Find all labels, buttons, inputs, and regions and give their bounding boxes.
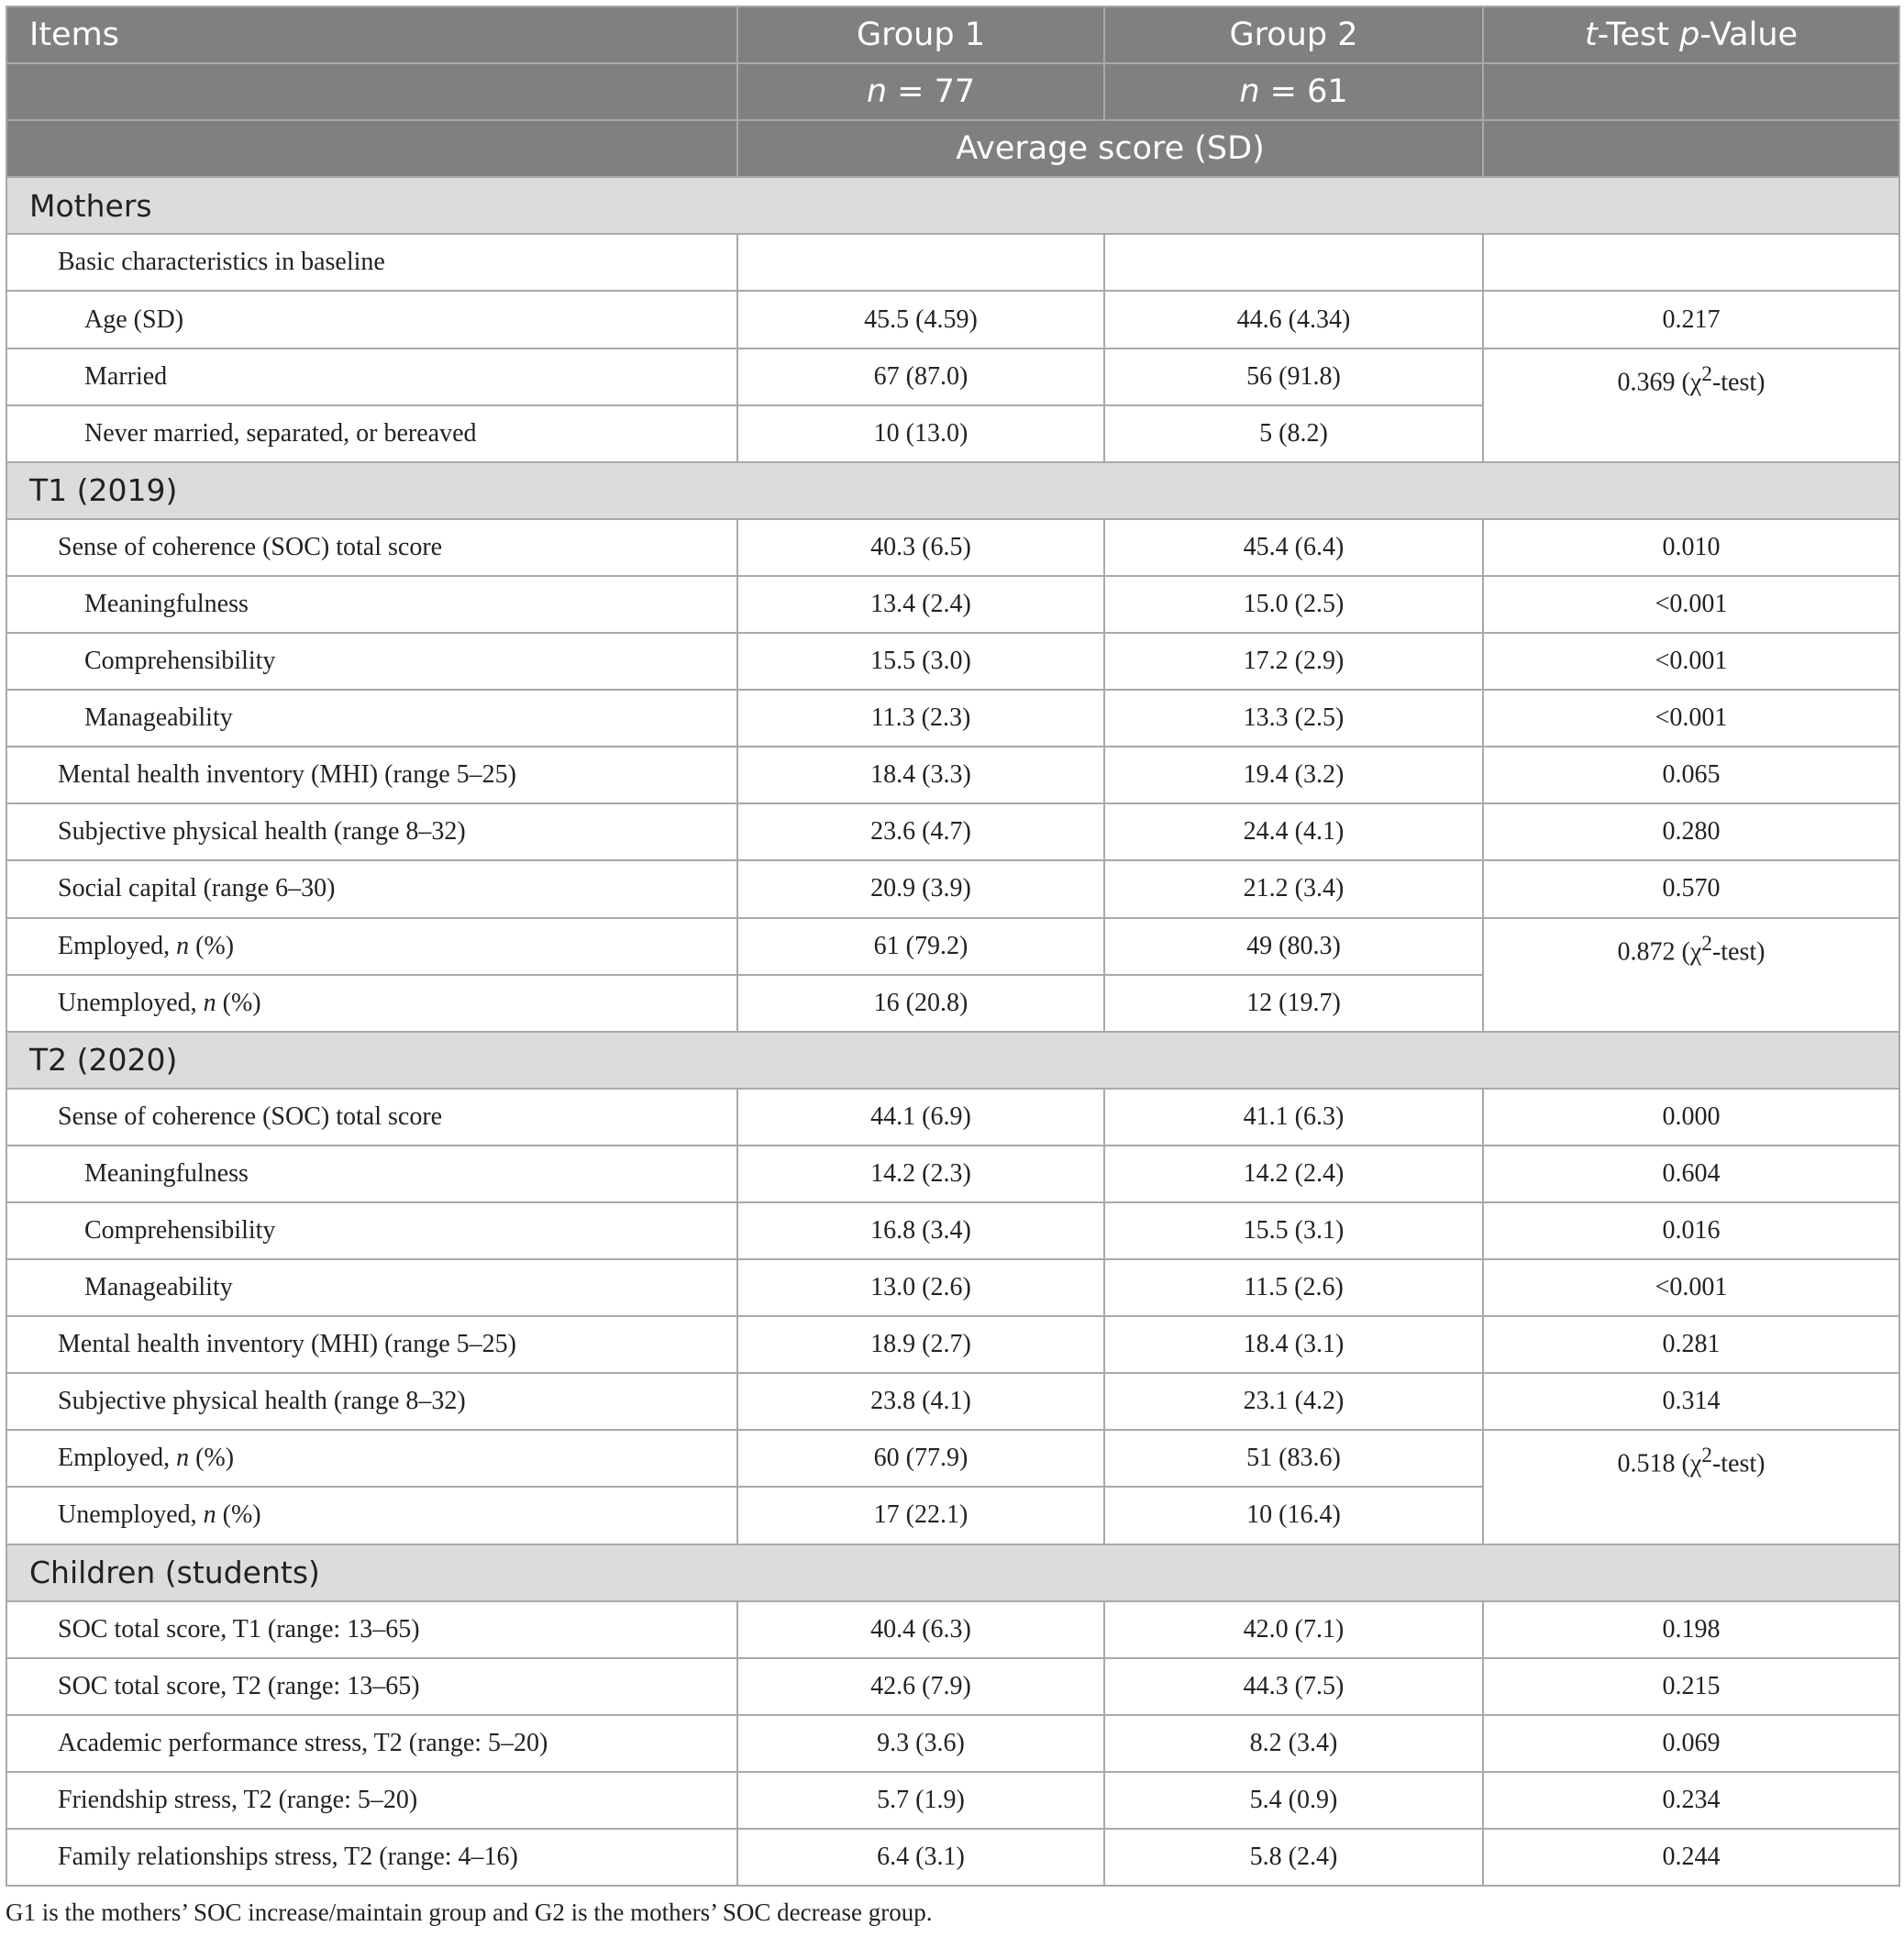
cell-pvalue: 0.069	[1483, 1715, 1899, 1772]
header-ttest-mid: -Test	[1597, 17, 1680, 54]
cell-pvalue: <0.001	[1483, 1259, 1899, 1316]
cell-pvalue: 0.280	[1483, 803, 1899, 860]
cell-pvalue: 0.281	[1483, 1316, 1899, 1373]
table-row	[6, 803, 1899, 860]
cell-pvalue: 0.010	[1483, 519, 1899, 576]
cell-group1: 17 (22.1)	[737, 1487, 1104, 1544]
row-label: Mental health inventory (MHI) (range 5–25)	[6, 747, 737, 803]
cell-group1: 6.4 (3.1)	[737, 1829, 1104, 1886]
chi-prefix: 0.518 (χ	[1617, 1449, 1702, 1478]
header-group2: Group 2	[1104, 6, 1483, 63]
cell-group1: 44.1 (6.9)	[737, 1089, 1104, 1146]
cell-group2: 18.4 (3.1)	[1104, 1316, 1483, 1373]
section-title-t2: T2 (2020)	[6, 1032, 1899, 1089]
row-label: Family relationships stress, T2 (range: 4–16)	[6, 1829, 737, 1886]
cell-pvalue: <0.001	[1483, 576, 1899, 633]
cell-group1: 13.4 (2.4)	[737, 576, 1104, 633]
cell-group1: 14.2 (2.3)	[737, 1146, 1104, 1202]
cell-pvalue: 0.198	[1483, 1601, 1899, 1658]
table-row	[6, 234, 1899, 291]
chi-suffix: -test)	[1711, 1449, 1766, 1478]
row-label: Subjective physical health (range 8–32)	[6, 803, 737, 860]
cell-pvalue-chi	[1483, 349, 1899, 462]
header-ttest-end: -Value	[1699, 17, 1799, 54]
section-row-children	[6, 1544, 1899, 1601]
cell-group2: 17.2 (2.9)	[1104, 633, 1483, 690]
header-n-group1	[737, 63, 1104, 120]
row-label: Comprehensibility	[6, 1202, 737, 1259]
n-value-group1: = 77	[887, 73, 976, 111]
cell-group1: 67 (87.0)	[737, 349, 1104, 405]
table-header	[6, 6, 1899, 177]
row-label: Friendship stress, T2 (range: 5–20)	[6, 1772, 737, 1829]
cell-group1: 10 (13.0)	[737, 405, 1104, 462]
label-n: n	[176, 931, 190, 960]
cell-group1: 42.6 (7.9)	[737, 1658, 1104, 1715]
header-row-average	[6, 120, 1899, 177]
cell-group1: 23.8 (4.1)	[737, 1373, 1104, 1430]
row-label	[6, 975, 737, 1032]
cell-group2: 23.1 (4.2)	[1104, 1373, 1483, 1430]
cell-group1: 40.3 (6.5)	[737, 519, 1104, 576]
cell-group2: 15.5 (3.1)	[1104, 1202, 1483, 1259]
cell-group2: 13.3 (2.5)	[1104, 690, 1483, 747]
table-row	[6, 1373, 1899, 1430]
header-row-n	[6, 63, 1899, 120]
cell-group1	[737, 234, 1104, 291]
cell-pvalue: 0.000	[1483, 1089, 1899, 1146]
cell-group1: 9.3 (3.6)	[737, 1715, 1104, 1772]
table-row	[6, 690, 1899, 747]
row-label: Sense of coherence (SOC) total score	[6, 1089, 737, 1146]
header-empty-2	[1483, 63, 1899, 120]
label-post: (%)	[216, 988, 261, 1017]
label-post: (%)	[189, 931, 235, 960]
cell-group2: 10 (16.4)	[1104, 1487, 1483, 1544]
table-row	[6, 1316, 1899, 1373]
chi-suffix: -test)	[1711, 367, 1766, 396]
table-row	[6, 576, 1899, 633]
row-label: Meaningfulness	[6, 576, 737, 633]
cell-group1: 18.4 (3.3)	[737, 747, 1104, 803]
chi-prefix: 0.872 (χ	[1617, 936, 1702, 966]
cell-pvalue: 0.604	[1483, 1146, 1899, 1202]
cell-group2: 14.2 (2.4)	[1104, 1146, 1483, 1202]
cell-group1: 16.8 (3.4)	[737, 1202, 1104, 1259]
cell-group2: 21.2 (3.4)	[1104, 860, 1483, 917]
table-row	[6, 1772, 1899, 1829]
cell-group1: 13.0 (2.6)	[737, 1259, 1104, 1316]
label-pre: Employed,	[58, 1444, 177, 1473]
cell-pvalue: <0.001	[1483, 633, 1899, 690]
header-empty-1	[6, 63, 737, 120]
cell-group2: 44.6 (4.34)	[1104, 291, 1483, 348]
table-row	[6, 860, 1899, 917]
header-ttest-t: t	[1584, 17, 1598, 54]
cell-pvalue: 0.570	[1483, 860, 1899, 917]
n-letter: n	[866, 73, 888, 111]
row-label: SOC total score, T1 (range: 13–65)	[6, 1601, 737, 1658]
table-row	[6, 1658, 1899, 1715]
table-footnote: G1 is the mothers’ SOC increase/maintain group and G2 is the mothers’ SOC decrease group.	[6, 1898, 933, 1926]
label-n: n	[203, 1500, 216, 1530]
label-post: (%)	[216, 1500, 261, 1530]
cell-group2: 44.3 (7.5)	[1104, 1658, 1483, 1715]
chi-sup: 2	[1701, 1444, 1712, 1468]
row-label: Basic characteristics in baseline	[6, 234, 737, 291]
cell-group2: 11.5 (2.6)	[1104, 1259, 1483, 1316]
label-post: (%)	[189, 1444, 235, 1473]
cell-pvalue	[1483, 234, 1899, 291]
cell-group1: 15.5 (3.0)	[737, 633, 1104, 690]
cell-pvalue: 0.016	[1483, 1202, 1899, 1259]
header-empty-4	[1483, 120, 1899, 177]
cell-group1: 20.9 (3.9)	[737, 860, 1104, 917]
row-label	[6, 1430, 737, 1487]
table-row	[6, 1259, 1899, 1316]
table-row	[6, 918, 1899, 975]
cell-pvalue-chi	[1483, 1430, 1899, 1544]
row-label: Sense of coherence (SOC) total score	[6, 519, 737, 576]
cell-group1: 11.3 (2.3)	[737, 690, 1104, 747]
n-value-group2: = 61	[1259, 73, 1348, 111]
cell-group2: 12 (19.7)	[1104, 975, 1483, 1032]
label-pre: Unemployed,	[58, 1500, 204, 1530]
label-pre: Employed,	[58, 931, 177, 960]
chi-prefix: 0.369 (χ	[1617, 367, 1702, 396]
row-label: Never married, separated, or bereaved	[6, 405, 737, 462]
results-table-wrapper	[6, 6, 1898, 1887]
header-n-group2	[1104, 63, 1483, 120]
row-label: Social capital (range 6–30)	[6, 860, 737, 917]
cell-group2: 5 (8.2)	[1104, 405, 1483, 462]
table-row	[6, 349, 1899, 405]
cell-group2	[1104, 234, 1483, 291]
cell-group2: 5.8 (2.4)	[1104, 1829, 1483, 1886]
label-n: n	[176, 1444, 190, 1473]
header-ttest	[1483, 6, 1899, 63]
section-title-t1: T1 (2019)	[6, 462, 1899, 519]
row-label: Married	[6, 349, 737, 405]
table-row	[6, 1146, 1899, 1202]
row-label: Subjective physical health (range 8–32)	[6, 1373, 737, 1430]
section-row-t1	[6, 462, 1899, 519]
cell-group2: 42.0 (7.1)	[1104, 1601, 1483, 1658]
cell-pvalue: 0.244	[1483, 1829, 1899, 1886]
cell-group2: 56 (91.8)	[1104, 349, 1483, 405]
cell-group2: 24.4 (4.1)	[1104, 803, 1483, 860]
table-row	[6, 1601, 1899, 1658]
row-label: Manageability	[6, 690, 737, 747]
cell-group1: 40.4 (6.3)	[737, 1601, 1104, 1658]
cell-pvalue: <0.001	[1483, 690, 1899, 747]
header-empty-3	[6, 120, 737, 177]
row-label: Age (SD)	[6, 291, 737, 348]
header-average-score: Average score (SD)	[737, 120, 1483, 177]
header-items: Items	[6, 6, 737, 63]
table-row	[6, 1715, 1899, 1772]
results-table	[6, 6, 1900, 1887]
row-label: Academic performance stress, T2 (range: 5–20)	[6, 1715, 737, 1772]
cell-pvalue: 0.314	[1483, 1373, 1899, 1430]
table-row	[6, 1089, 1899, 1146]
cell-group2: 45.4 (6.4)	[1104, 519, 1483, 576]
table-row	[6, 633, 1899, 690]
chi-suffix: -test)	[1711, 936, 1766, 966]
row-label: SOC total score, T2 (range: 13–65)	[6, 1658, 737, 1715]
row-label	[6, 918, 737, 975]
table-row	[6, 1829, 1899, 1886]
cell-group1: 5.7 (1.9)	[737, 1772, 1104, 1829]
chi-sup: 2	[1701, 931, 1712, 956]
cell-group1: 23.6 (4.7)	[737, 803, 1104, 860]
row-label	[6, 1487, 737, 1544]
cell-group1: 18.9 (2.7)	[737, 1316, 1104, 1373]
table-row	[6, 1430, 1899, 1487]
cell-group2: 15.0 (2.5)	[1104, 576, 1483, 633]
cell-pvalue: 0.215	[1483, 1658, 1899, 1715]
cell-group1: 60 (77.9)	[737, 1430, 1104, 1487]
section-row-mothers	[6, 177, 1899, 234]
cell-group2: 5.4 (0.9)	[1104, 1772, 1483, 1829]
section-title-mothers: Mothers	[6, 177, 1899, 234]
row-label: Meaningfulness	[6, 1146, 737, 1202]
label-pre: Unemployed,	[58, 988, 204, 1017]
header-group1: Group 1	[737, 6, 1104, 63]
header-row-titles	[6, 6, 1899, 63]
section-row-t2	[6, 1032, 1899, 1089]
cell-group2: 41.1 (6.3)	[1104, 1089, 1483, 1146]
cell-group2: 49 (80.3)	[1104, 918, 1483, 975]
row-label: Manageability	[6, 1259, 737, 1316]
table-row	[6, 1202, 1899, 1259]
cell-pvalue: 0.065	[1483, 747, 1899, 803]
chi-sup: 2	[1701, 361, 1712, 386]
cell-pvalue: 0.234	[1483, 1772, 1899, 1829]
header-ttest-p: p	[1679, 17, 1700, 54]
cell-pvalue: 0.217	[1483, 291, 1899, 348]
table-row	[6, 519, 1899, 576]
table-body	[6, 177, 1899, 1886]
table-row	[6, 747, 1899, 803]
row-label: Mental health inventory (MHI) (range 5–25)	[6, 1316, 737, 1373]
cell-group1: 45.5 (4.59)	[737, 291, 1104, 348]
cell-group2: 51 (83.6)	[1104, 1430, 1483, 1487]
row-label: Comprehensibility	[6, 633, 737, 690]
cell-group1: 61 (79.2)	[737, 918, 1104, 975]
cell-group2: 19.4 (3.2)	[1104, 747, 1483, 803]
cell-group1: 16 (20.8)	[737, 975, 1104, 1032]
label-n: n	[203, 988, 216, 1017]
n-letter: n	[1239, 73, 1260, 111]
cell-group2: 8.2 (3.4)	[1104, 1715, 1483, 1772]
cell-pvalue-chi	[1483, 918, 1899, 1032]
section-title-children: Children (students)	[6, 1544, 1899, 1601]
table-row	[6, 291, 1899, 348]
